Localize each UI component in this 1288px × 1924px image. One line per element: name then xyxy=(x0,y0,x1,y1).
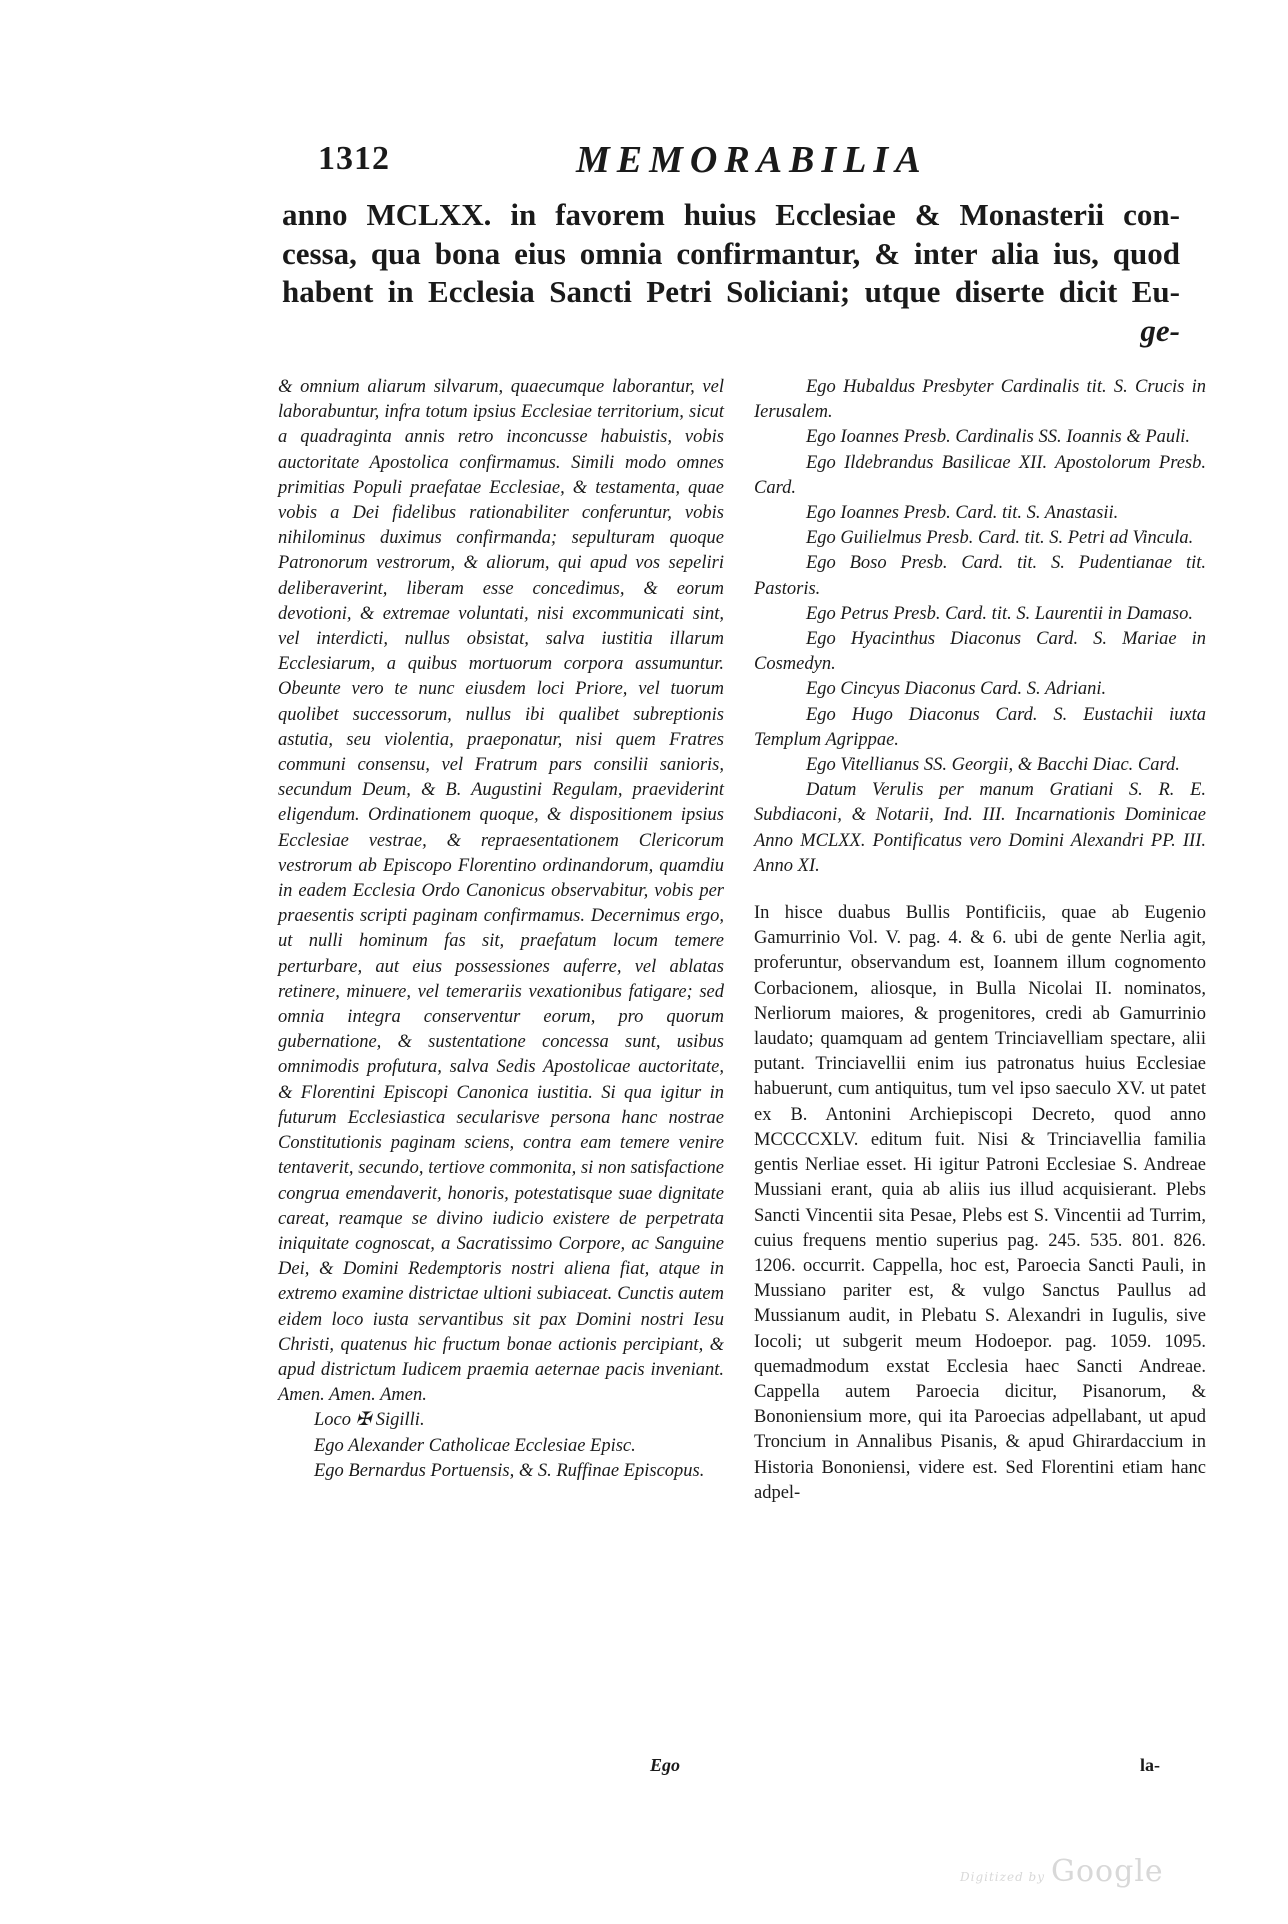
bull-text: & omnium aliarum silvarum, quaecumque laborantur, vel laborabuntur, infra totum ipsius Ecclesiae territorium, sicut a quadraginta annis retro inconcusse habuistis, vobis auctoritate Apostolica confirmamus. Simili modo omnes primitias Populi praefatae Ecclesiae, & testamenta, quae vobis a Dei fidelibus rationabiliter conferuntur, vobis nihilominus duximus confirmanda; sepulturam quoque Patronorum vestrorum, & aliorum, qui apud vos sepeliri deliberaverint, liberam esse concedimus, & eorum devotioni, & extremae voluntati, nisi excommunicati sint, vel interdicti, nullus obsistat, salva iustitia illarum Ecclesiarum, a quibus mortuorum corpora assumuntur. Obeunte vero te nunc eiusdem loci Priore, vel tuorum quolibet successorum, nullus ibi qualibet subreptionis astutia, seu violentia, praeponatur, nisi quem Fratres communi consensu, vel Fratrum pars consilii sanioris, secundum Deum, & B. Augustini Regulam, praeviderint eligendum. Ordinationem quoque, & dispositionem ipsius Ecclesiae vestrae, & repraesentationem Clericorum vestrorum ab Episcopo Florentino ordinandorum, quamdiu in eadem Ecclesia Ordo Canonicus observabitur, vobis per praesentis scripti paginam confirmamus. Decernimus ergo, ut nulli hominum fas sit, praefatum locum temere perturbare, aut eius possessiones auferre, vel ablatas retinere, minuere, vel temerariis vexationibus fatigare; sed omnia integra conserventur eorum, pro quorum gubernatione, & sustentatione concessa sunt, usibus omnimodis profutura, salva Sedis Apostolicae auctoritate, & Florentini Episcopi Canonica iustitia. Si qua igitur in futurum Ecclesiastica secularisve persona hanc nostrae Constitutionis paginam sciens, contra eam temere venire tentaverit, secundo, tertiove commonita, si non satisfactione congrua emendaverit, honoris, potestatisque suae dignitate careat, reamque se divino iudicio existere de perpetrata iniquitate cognoscat, a Sacratissimo Corpore, ac Sanguine Dei, & Domini Redemptoris nostri aliena fiat, atque in extremo examine districtae ultioni subiaceat. Cunctis autem eidem loco iusta servantibus sit pax Domini nostri Iesu Christi, quatenus hic fructum bonae actionis percipiant, & apud districtum Iudicem praemia aeternae pacis inveniant. Amen. Amen. Amen. xyxy=(278,377,724,1406)
dating-clause: Datum Verulis per manum Gratiani S. R. E. Subdiaconi, & Notarii, Ind. III. Incarnationis Dominicae Anno MCLXX. Pontificatus vero Domini Alexandri PP. III. Anno XI. xyxy=(754,780,1206,876)
signature-line: Ego Guilielmus Presb. Card. tit. S. Petri ad Vincula. xyxy=(806,528,1194,549)
intro-paragraph xyxy=(282,196,1180,350)
signature-line: Ego Boso Presb. Card. tit. S. Pudentianae tit. Pastoris. xyxy=(754,553,1206,599)
signature-line: Ego Bernardus Portuensis, & S. Ruffinae Episcopus. xyxy=(314,1460,705,1481)
cardinal-signatures xyxy=(754,375,1206,778)
page-number: 1312 xyxy=(318,140,390,177)
left-catchword: Ego xyxy=(650,1755,681,1775)
commentary-paragraph: In hisce duabus Bullis Pontificiis, quae ab Eugenio Gamurrinio Vol. V. pag. 4. & 6. ubi de gente Nerlia agit, proferuntur, observandum est, Ioannem illum cognomento Corbacionem, aliosque, in Bulla Nicolai II. nominatos, Nerliorum maiores, & progenitores, credi ab Gamurrinio laudato; quamquam ad gentem Trinciavelliam spectare, alii putant. Trinciavellii enim ius patronatus huius Ecclesiae habuerunt, cum antiquitus, tum vel ipso saeculo XV. ut patet ex B. Antonini Archiepiscopi Decreto, quod anno MCCCCXLV. editum fuit. Nisi & Trinciavellia familia gentis Nerliae esset. Hi igitur Patroni Ecclesiae S. Andreae Mussiani erant, quia ab aliis ius illud acquisierant. Plebs Sancti Vincentii sita Pesae, Plebs est S. Vincentii ad Turrim, cuius frequens mentio superius pag. 245. 535. 801. 826. 1206. occurrit. Cappella, hoc est, Paroecia Sancti Pauli, in Mussiano pariter est, & vulgo Sanctus Paullus ad Mussianum audit, in Plebatu S. Alexandri in Iugulis, sive Iocoli; ut subgerit meum Hodoepor. pag. 1059. 1095. quemadmodum exstat Ecclesia haec Sancti Andreae. Cappella autem Paroecia dicitur, Pisanorum, & Bononiensium more, qui ita Paroecias adpellabant, ut apud Troncium in Annalibus Pisanis, & apud Ghirardaccium in Historia Bononiensi, videre est. Sed Florentini etiam hanc adpel- xyxy=(754,903,1206,1503)
signature-line: Ego Hyacinthus Diaconus Card. S. Mariae in Cosmedyn. xyxy=(754,629,1206,675)
signature-line: Ego Hubaldus Presbyter Cardinalis tit. S. Crucis in Ierusalem. xyxy=(754,377,1206,423)
signature-line: Ego Alexander Catholicae Ecclesiae Episc. xyxy=(314,1435,636,1456)
signature-line: Ego Petrus Presb. Card. tit. S. Laurentii in Damaso. xyxy=(806,603,1193,624)
intro-line: habent in Ecclesia Sancti Petri Soliciani; utque diserte dicit Eu- xyxy=(282,274,1180,309)
signature-line: Ego Ildebrandus Basilicae XII. Apostolorum Presb. Card. xyxy=(754,452,1206,498)
watermark-brand: Google xyxy=(1051,1854,1164,1889)
signature-line: Ego Ioannes Presb. Card. tit. S. Anastasii. xyxy=(806,503,1119,524)
intro-line: cessa, qua bona eius omnia confirmantur, & inter alia ius, quod xyxy=(282,235,1180,271)
left-column xyxy=(278,375,724,1484)
watermark-prefix: Digitized by xyxy=(960,1870,1046,1884)
seal-line: Loco ✠ Sigilli. xyxy=(314,1410,425,1431)
intro-catchword: ge- xyxy=(1140,312,1180,348)
signature-line: Ego Cincyus Diaconus Card. S. Adriani. xyxy=(806,679,1107,700)
digitization-watermark xyxy=(960,1854,1164,1889)
right-column xyxy=(754,375,1206,1506)
right-catchword: la- xyxy=(1140,1755,1160,1775)
signature-line: Ego Ioannes Presb. Cardinalis SS. Ioannis & Pauli. xyxy=(806,427,1191,448)
running-title: MEMORABILIA xyxy=(576,139,928,181)
intro-line: anno MCLXX. in favorem huius Ecclesiae & Monasterii con- xyxy=(282,197,1180,232)
signature-line: Ego Vitellianus SS. Georgii, & Bacchi Diac. Card. xyxy=(806,755,1180,776)
signature-line: Ego Hugo Diaconus Card. S. Eustachii iuxta Templum Agrippae. xyxy=(754,704,1206,750)
